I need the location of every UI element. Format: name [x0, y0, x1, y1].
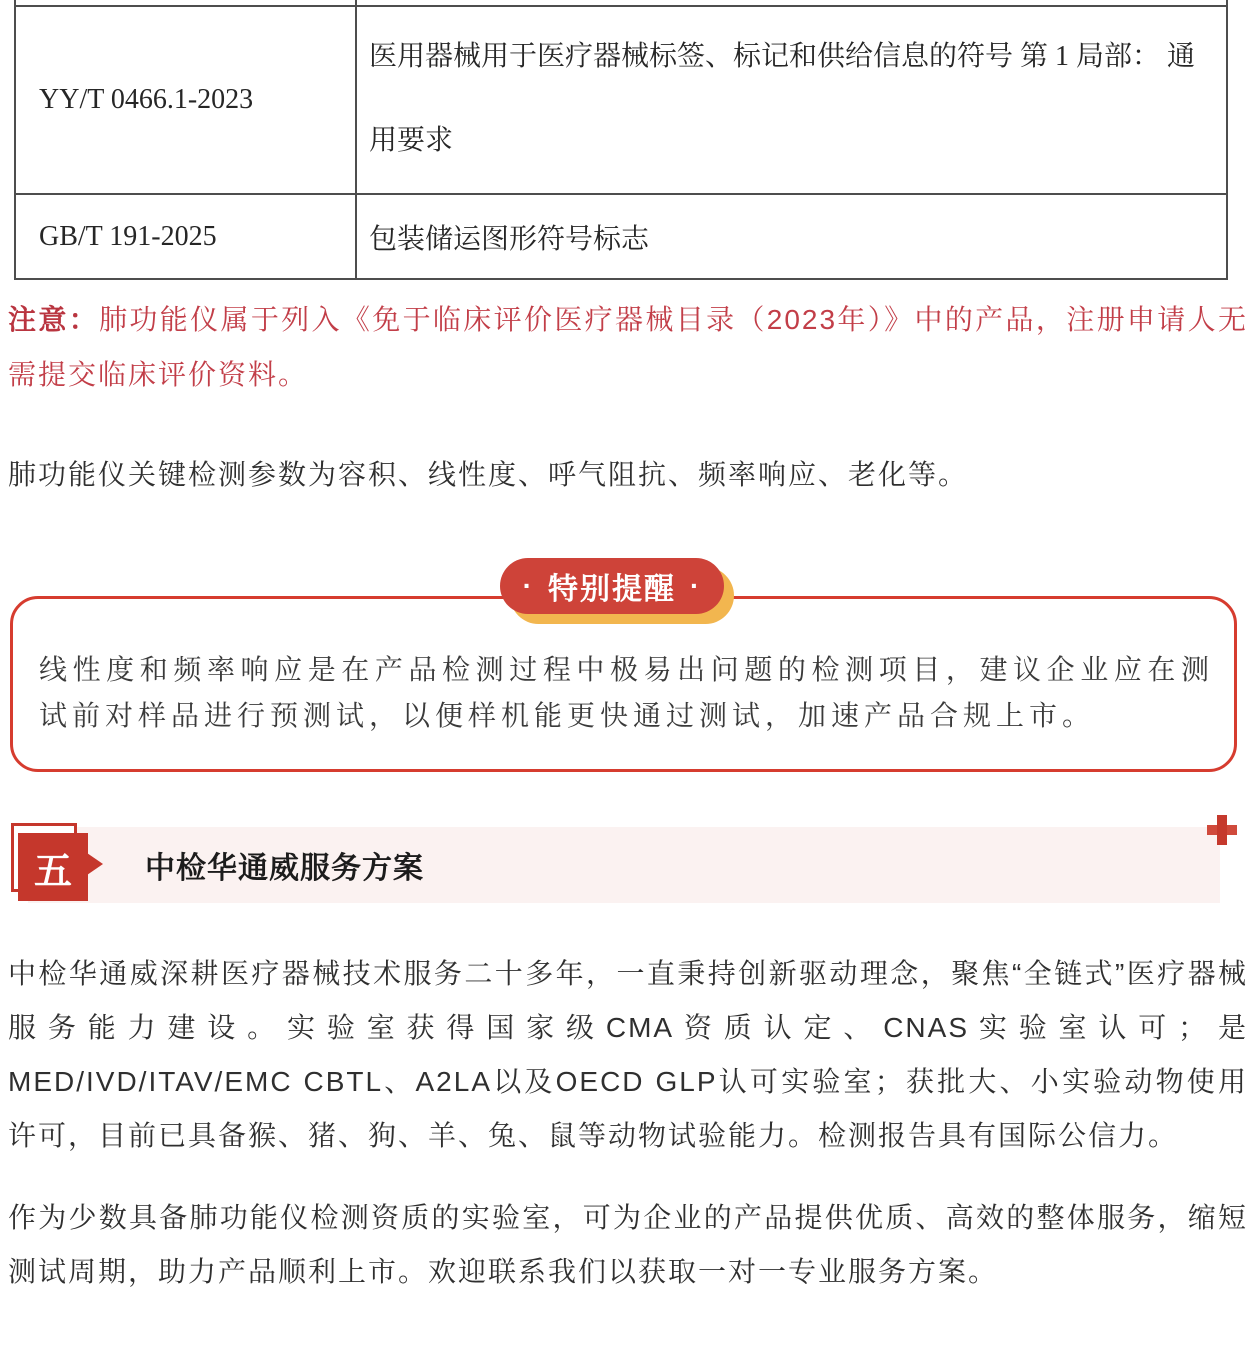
- table-row: [15, 6, 1227, 194]
- special-reminder-badge: [500, 558, 734, 624]
- note-body: 肺功能仪属于列入《免于临床评价医疗器械目录（2023年）》中的产品，注册申请人无需提交临床评价资料。: [8, 304, 1248, 390]
- plus-icon: [1207, 815, 1237, 845]
- section-header: [0, 823, 1256, 903]
- standard-code: YY/T 0466.1-2023: [15, 6, 356, 194]
- badge-label: 特别提醒: [548, 573, 676, 606]
- arrow-right-icon: [87, 853, 103, 875]
- body-paragraph-1: 中检华通威深耕医疗器械技术服务二十多年，一直秉持创新驱动理念，聚焦“全链式”医疗器械服务能力建设。实验室获得国家级CMA资质认定、CNAS实验室认可；是MED/IVD/ITAV/EMC CBTL、A2LA以及OECD GLP认可实验室；获批大、小实验动物使用许可，目前已具备猴、猪、狗、羊、兔、鼠等动物试验能力。检测报告具有国际公信力。: [8, 958, 1248, 1151]
- standard-description: [356, 6, 1227, 194]
- section-number-badge: 五: [18, 833, 88, 901]
- plus-vertical-bar: [1217, 815, 1227, 845]
- special-reminder: [0, 558, 1256, 772]
- note-text: [8, 292, 1248, 402]
- key-parameters-text: 肺功能仪关键检测参数为容积、线性度、呼气阻抗、频率响应、老化等。: [8, 459, 969, 490]
- section-title: 中检华通威服务方案: [145, 852, 424, 885]
- standard-description: 包装储运图形符号标志: [356, 194, 1227, 279]
- standard-code: GB/T 191-2025: [15, 194, 356, 279]
- standard-description-line: 医用器械用于医疗器械标签、标记和供给信息的符号 第 1 局部： 通: [369, 41, 1196, 72]
- standard-description-line: 用要求: [369, 125, 454, 156]
- note-label: 注意：: [8, 304, 100, 335]
- badge-pill: [500, 558, 724, 614]
- badge-dot-left: ·: [522, 570, 534, 601]
- body-paragraph-2: 作为少数具备肺功能仪检测资质的实验室，可为企业的产品提供优质、高效的整体服务，缩短测试周期，助力产品顺利上市。欢迎联系我们以获取一对一专业服务方案。: [8, 1202, 1248, 1287]
- reminder-body-text: 线性度和频率响应是在产品检测过程中极易出问题的检测项目，建议企业应在测试前对样品进行预测试，以便样机能更快通过测试，加速产品合规上市。: [39, 654, 1214, 731]
- standards-table: [14, 0, 1228, 280]
- table-row: [15, 194, 1227, 279]
- badge-dot-right: ·: [690, 570, 702, 601]
